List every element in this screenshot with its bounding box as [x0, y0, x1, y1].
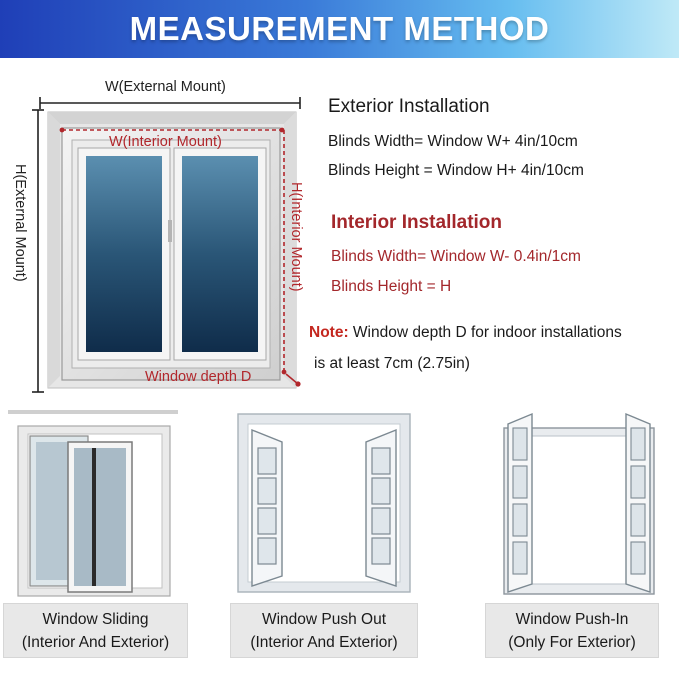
note-label: Note: [309, 324, 349, 341]
h-interior-label: H(Interior Mount) [288, 182, 304, 292]
glass-pane-left [86, 156, 162, 352]
w-external-label: W(External Mount) [105, 79, 226, 95]
caption-subtitle: (Only For Exterior) [508, 633, 636, 651]
caption-window-push-out [230, 603, 418, 658]
h-external-label: H(External Mount) [12, 164, 28, 282]
push-in-window-icon [496, 408, 666, 598]
note-line-2: is at least 7cm (2.75in) [314, 355, 470, 372]
page-title: MEASUREMENT METHOD [129, 10, 550, 47]
interior-heading: Interior Installation [331, 212, 503, 233]
depth-label: Window depth D [145, 369, 252, 385]
w-interior-label: W(Interior Mount) [109, 134, 222, 150]
exterior-width-formula: Blinds Width= Window W+ 4in/10cm [328, 133, 578, 150]
w-external-line [40, 97, 300, 109]
caption-title: Window Push-In [515, 610, 629, 628]
note-text: Window depth D for indoor installations [348, 324, 622, 341]
window-measurement-diagram [0, 58, 320, 398]
exterior-height-formula: Blinds Height = Window H+ 4in/10cm [328, 162, 584, 179]
caption-subtitle: (Interior And Exterior) [250, 633, 398, 651]
h-external-line [32, 110, 44, 392]
push-out-window-icon [236, 408, 414, 598]
caption-subtitle: (Interior And Exterior) [21, 633, 170, 651]
exterior-heading: Exterior Installation [328, 96, 490, 117]
note-line-1 [309, 324, 622, 342]
caption-window-sliding [3, 603, 188, 658]
glass-pane-right [182, 156, 258, 352]
caption-window-push-in [485, 603, 659, 658]
sliding-window-icon [8, 408, 178, 598]
interior-width-formula: Blinds Width= Window W- 0.4in/1cm [331, 248, 581, 265]
interior-height-formula: Blinds Height = H [331, 278, 452, 295]
caption-title: Window Sliding [42, 610, 149, 628]
caption-title: Window Push Out [261, 610, 387, 628]
